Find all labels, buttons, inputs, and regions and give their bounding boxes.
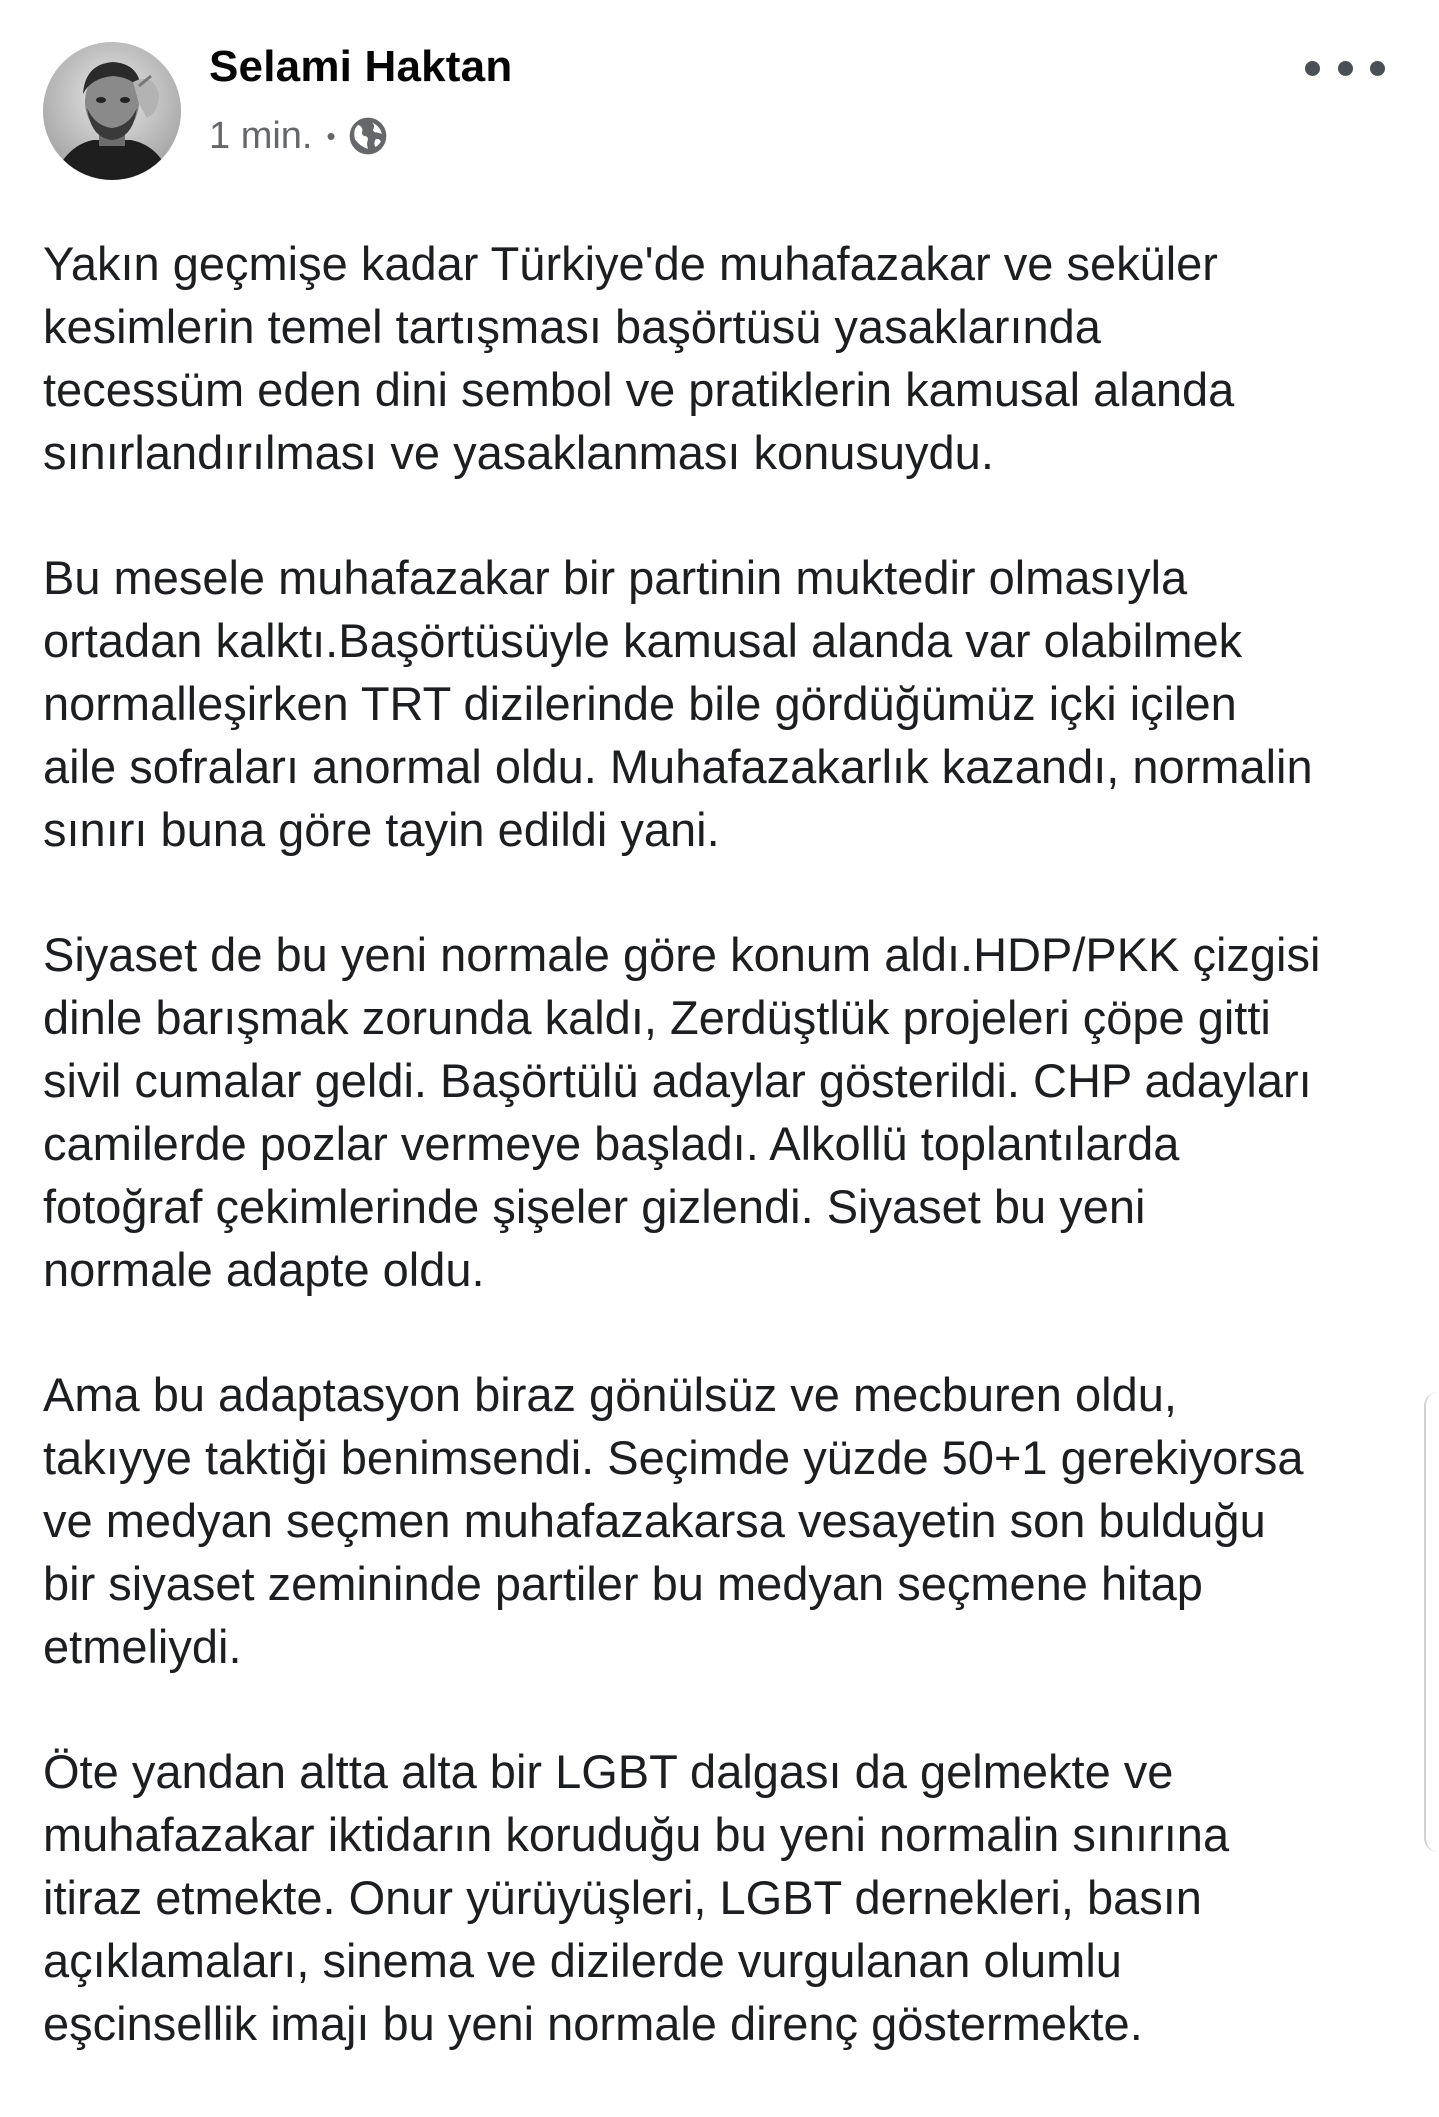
meta-separator: • (326, 120, 336, 151)
scrollbar[interactable] (1424, 1392, 1439, 1852)
more-dot (1305, 61, 1320, 76)
avatar-photo (43, 42, 181, 180)
author-name[interactable]: Selami Haktan (209, 42, 513, 91)
post-paragraph: Siyaset de bu yeni normale göre konum aldı.HDP/PKK çizgisi dinle barışmak zorunda kaldı, Zerdüştlük projeleri çöpe gitti sivil cumalar geldi. Başörtülü adaylar gösterildi. CHP adayları camilerde pozlar vermeye başladı. Alkollü toplantılarda fotoğraf çekimlerinde şişeler gizlendi. Siyaset bu yeni normale adapte oldu. (43, 928, 1321, 1296)
avatar[interactable] (43, 42, 181, 180)
post-body (43, 232, 1413, 2117)
post-time[interactable]: 1 min. (209, 114, 313, 157)
more-dot (1338, 61, 1353, 76)
post-paragraph: Bu mesele muhafazakar bir partinin muktedir olmasıyla ortadan kalktı.Başörtüsüyle kamusal alanda var olabilmek normalleşirken TRT dizilerinde bile gördüğümüz içki içilen aile sofraları anormal oldu. Muhafazakarlık kazandı, normalin sınırı buna göre tayin edildi yani. (43, 551, 1313, 856)
post-paragraph: Yakın geçmişe kadar Türkiye'de muhafazakar ve seküler kesimlerin temel tartışması başörtüsü yasaklarında tecessüm eden dini sembol ve pratiklerin kamusal alanda sınırlandırılması ve yasaklanması konusuydu. (43, 237, 1235, 479)
globe-icon[interactable] (346, 114, 390, 158)
post-paragraph: Ama bu adaptasyon biraz gönülsüz ve mecburen oldu, takıyye taktiği benimsendi. Seçimde yüzde 50+1 gerekiyorsa ve medyan seçmen muhafazakarsa vesayetin son bulduğu bir siyaset zemininde partiler bu medyan seçmene hitap etmeliydi. (43, 1368, 1304, 1673)
post-header (0, 0, 1439, 200)
more-dot (1370, 61, 1385, 76)
more-options-icon[interactable] (1305, 48, 1385, 88)
post-paragraph: Öte yandan altta alta bir LGBT dalgası da gelmekte ve muhafazakar iktidarın koruduğu bu yeni normalin sınırına itiraz etmekte. Onur yürüyüşleri, LGBT dernekleri, basın açıklamaları, sinema ve dizilerde vurgulanan olumlu eşcinsellik imajı bu yeni normale direnç göstermekte. (43, 1745, 1230, 2050)
post-meta (209, 112, 390, 160)
